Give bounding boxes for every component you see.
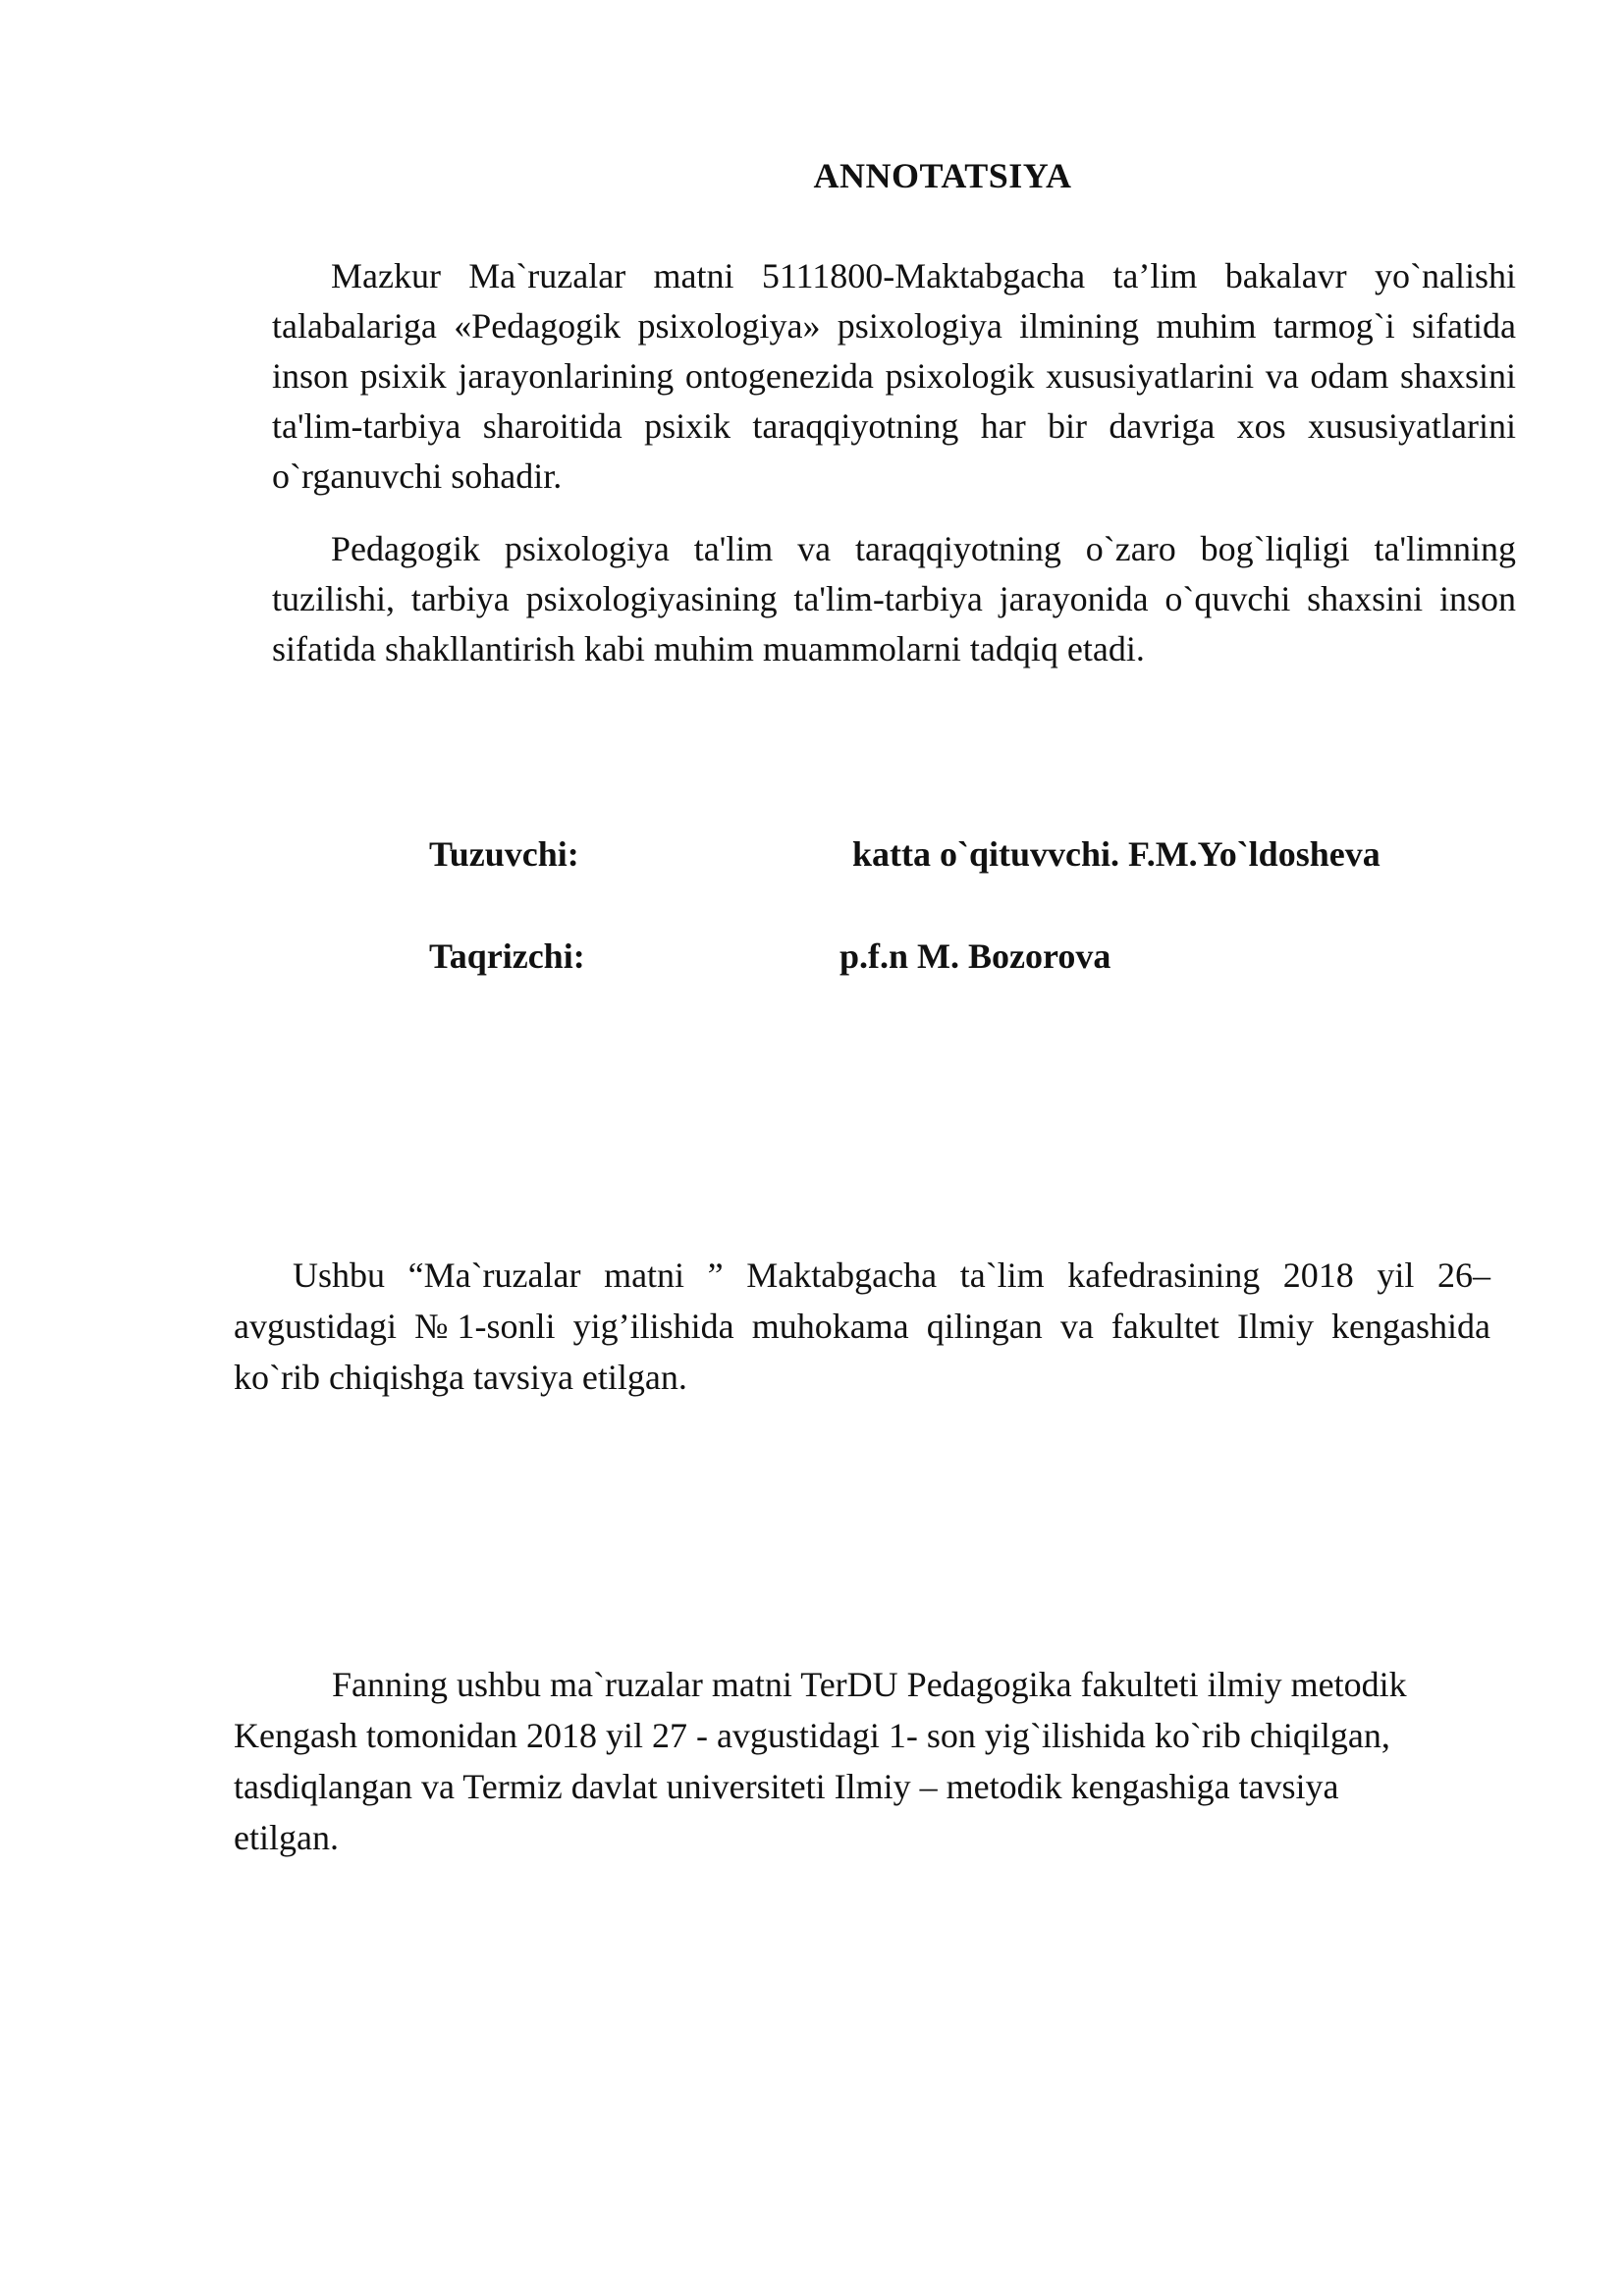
annotation-paragraph-2: Pedagogik psixologiya ta'lim va taraqqiyotning o`zaro bog`liqligi ta'limning tuzilishi, tarbiya psixologiyasining ta'lim-tarbiya jarayonida o`quvchi shaxsini inson sifatida shakllantirish kabi muhim muammolarni tadqiq etadi. xyxy=(272,529,1516,668)
document-title: ANNOTATSIYA xyxy=(813,156,1072,195)
annotation-paragraph-1: Mazkur Ma`ruzalar matni 5111800-Maktabgacha ta’lim bakalavr yo`nalishi talabalariga «Pedagogik psixologiya» psixologiya ilmining muhim tarmog`i sifatida inson psixik jarayonlarining ontogenezida psixologik xususiyatlarini va odam shaxsini ta'lim-tarbiya sharoitida psixik taraqqiyotning har bir davriga xos xususiyatlarini o`rganuvchi sohadir. xyxy=(272,256,1516,496)
reviewer-name: p.f.n M. Bozorova xyxy=(839,936,1111,976)
department-approval-paragraph: Ushbu “Ma`ruzalar matni ” Maktabgacha ta`lim kafedrasining 2018 yil 26– avgustidagi №1-sonli yig’ilishida muhokama qilingan va fakultet Ilmiy kengashida ko`rib chiqishga tavsiya etilgan. xyxy=(234,1255,1490,1397)
reviewer-label: Taqrizchi: xyxy=(429,936,585,976)
compiler-name: katta o`qituvvchi. F.M.Yo`ldosheva xyxy=(852,834,1380,874)
council-approval-paragraph: Fanning ushbu ma`ruzalar matni TerDU Pedagogika fakulteti ilmiy metodik Kengash tomonidan 2018 yil 27 - avgustidagi 1- son yig`ilishida ko`rib chiqilgan, tasdiqlangan va Termiz davlat universiteti Ilmiy – metodik kengashiga tavsiya etilgan. xyxy=(234,1665,1407,1857)
compiler-label: Tuzuvchi: xyxy=(429,834,579,874)
